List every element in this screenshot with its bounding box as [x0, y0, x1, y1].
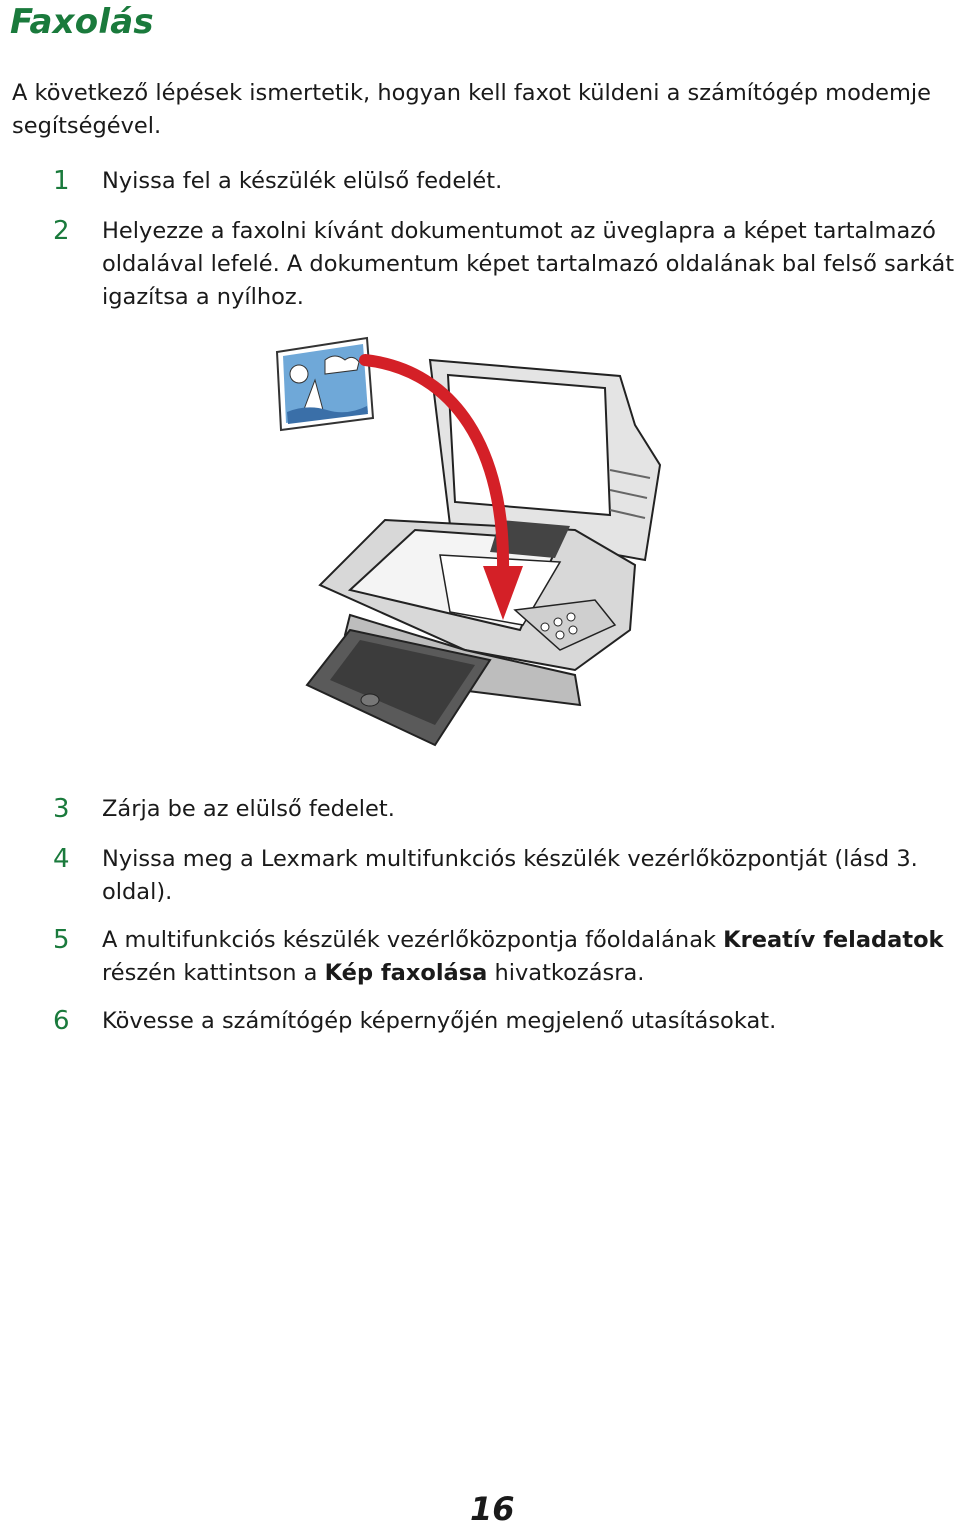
photo-document — [277, 338, 373, 430]
step-number: 4 — [53, 844, 70, 874]
step-number: 3 — [53, 794, 70, 824]
step-number: 2 — [53, 216, 70, 246]
page-title: Faxolás — [10, 2, 154, 42]
step-text: Kövesse a számítógép képernyőjén megjelenő utasításokat. — [102, 1008, 777, 1034]
step-text-segment: A multifunkciós készülék vezérlőközpontja főoldalának — [102, 927, 724, 953]
step-text: Helyezze a faxolni kívánt dokumentumot az üveglapra a képet tartalmazó oldalával lefelé. A dokumentum képet tartalmazó oldalának bal felső sarkát igazítsa a nyílhoz. — [102, 218, 955, 310]
step-text: Nyissa fel a készülék elülső fedelét. — [102, 168, 503, 194]
page-number: 16 — [470, 1490, 515, 1528]
step-number: 6 — [53, 1006, 70, 1036]
step-text: Zárja be az elülső fedelet. — [102, 796, 395, 822]
intro-paragraph: A következő lépések ismertetik, hogyan kell faxot küldeni a számítógép modemje segítségével. — [12, 80, 931, 139]
step-number: 1 — [53, 166, 70, 196]
step-text — [102, 924, 960, 990]
bold-term: Kreatív feladatok — [723, 927, 944, 953]
step-text-segment: részén kattintson a — [102, 960, 325, 986]
bold-term: Kép faxolása — [324, 960, 488, 986]
step-text: Nyissa meg a Lexmark multifunkciós készülék vezérlőközpontját (lásd 3. oldal). — [102, 846, 918, 905]
step-number: 5 — [53, 925, 70, 955]
step-text-segment: hivatkozásra. — [487, 960, 645, 986]
scanner-illustration — [265, 330, 685, 760]
